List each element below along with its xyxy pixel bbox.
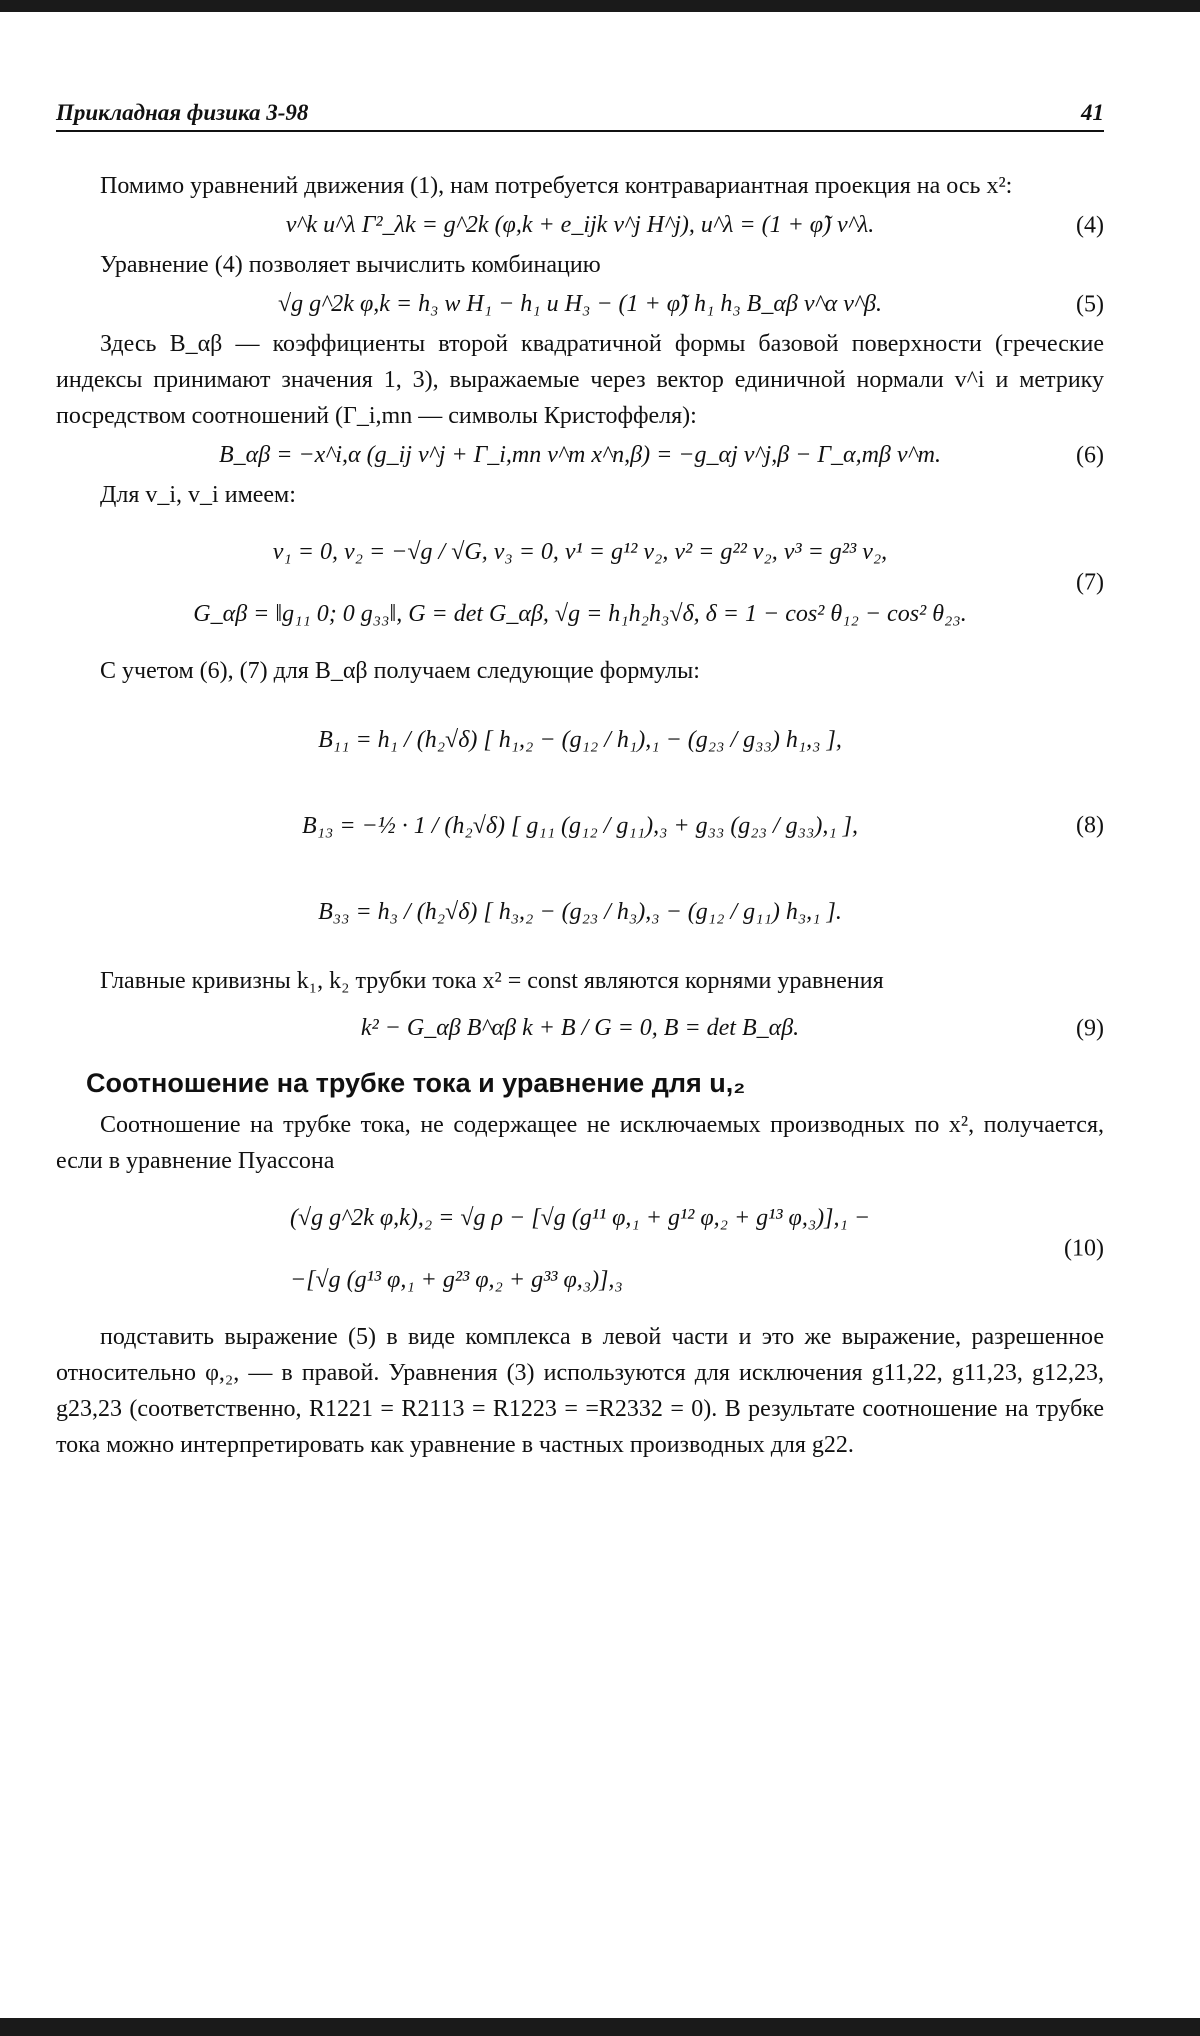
paragraph-1: Помимо уравнений движения (1), нам потребуется контравариантная проекция на ось x²:: [100, 173, 1013, 199]
equation-10-line-1: (√g g^2k φ,k),₂ = √g ρ − [√g (g¹¹ φ,₁ + g¹² φ,₂ + g¹³ φ,₃)],₁ −: [289, 1205, 871, 1231]
bottom-scan-border: [0, 2018, 1200, 2036]
equation-8: [56, 697, 1104, 955]
page-content: [56, 100, 1104, 1471]
equation-8-line-2: B₁₃ = −½ · 1 / (h₂√δ) [ g₁₁ (g₁₂ / g₁₁),₃ + g₃₃ (g₂₃ / g₃₃),₁ ],: [301, 813, 859, 839]
equation-9: [56, 1015, 1104, 1042]
journal-title: Прикладная физика 3-98: [56, 100, 309, 125]
equation-10: [56, 1187, 1104, 1311]
equation-7: [56, 521, 1104, 645]
equation-6-number: (6): [1076, 442, 1104, 468]
equation-8-number: (8): [1076, 812, 1104, 839]
equation-4: [56, 212, 1104, 239]
equation-9-number: (9): [1076, 1015, 1104, 1041]
equation-7-line-2: G_αβ = ‖g₁₁ 0; 0 g₃₃‖, G = det G_αβ, √g = h₁h₂h₃√δ, δ = 1 − cos² θ₁₂ − cos² θ₂₃.: [193, 601, 967, 627]
paragraph-5: С учетом (6), (7) для B_αβ получаем следующие формулы:: [100, 658, 700, 684]
paragraph-4: Для v_i, v_i имеем:: [100, 482, 296, 508]
equation-4-number: (4): [1076, 212, 1104, 238]
equation-7-line-1: v₁ = 0, v₂ = −√g / √G, v₃ = 0, v¹ = g¹² v₂, v² = g²² v₂, v³ = g²³ v₂,: [272, 539, 888, 565]
paragraph-6: Главные кривизны k₁, k₂ трубки тока x² = const являются корнями уравнения: [100, 968, 884, 994]
section-title: Соотношение на трубке тока и уравнение для u,₂: [86, 1068, 746, 1098]
paragraph-8: подставить выражение (5) в виде комплекса в левой части и это же выражение, разрешенное относительно φ,₂, — в правой. Уравнения (3) используются для исключения g11,22, g11,23, g12,23, g23,23 (соответственно, R1221 = R2113 = R1223 = =R2332 = 0). В результате соотношение на трубке тока можно интерпретировать как уравнение в частных производных для g22.: [56, 1324, 1104, 1458]
equation-6: [56, 442, 1104, 469]
equation-8-line-1: B₁₁ = h₁ / (h₂√δ) [ h₁,₂ − (g₁₂ / h₁),₁ − (g₂₃ / g₃₃) h₁,₃ ],: [318, 727, 842, 753]
page-number: 41: [1081, 100, 1104, 125]
paragraph-2: Уравнение (4) позволяет вычислить комбинацию: [100, 252, 601, 278]
equation-10-line-2: −[√g (g¹³ φ,₁ + g²³ φ,₂ + g³³ φ,₃)],₃: [289, 1267, 623, 1293]
top-scan-border: [0, 0, 1200, 12]
equation-8-line-3: B₃₃ = h₃ / (h₂√δ) [ h₃,₂ − (g₂₃ / h₃),₃ − (g₁₂ / g₁₁) h₃,₁ ].: [318, 899, 842, 925]
equation-5: [56, 291, 1104, 318]
equation-5-number: (5): [1076, 291, 1104, 317]
equation-6-body: B_αβ = −x^i,α (g_ij v^j + Γ_i,mn v^m x^n,β) = −g_αj v^j,β − Γ_α,mβ v^m.: [219, 442, 941, 468]
equation-5-body: √g g^2k φ,k = h₃ w H₁ − h₁ u H₃ − (1 + φ̃) h₁ h₃ B_αβ v^α v^β.: [278, 291, 882, 317]
paragraph-7: Соотношение на трубке тока, не содержащее не исключаемых производных по x², получается, если в уравнение Пуассона: [56, 1112, 1104, 1174]
equation-7-number: (7): [1076, 569, 1104, 596]
paragraph-3: Здесь B_αβ — коэффициенты второй квадратичной формы базовой поверхности (греческие индексы принимают значения 1, 3), выражаемые через вектор единичной нормали v^i и метрику посредством соотношений (Γ_i,mn — символы Кристоффеля):: [56, 331, 1104, 429]
equation-10-number: (10): [1064, 1235, 1104, 1262]
equation-4-body: v^k u^λ Γ²_λk = g^2k (φ,k + e_ijk v^j H^j), u^λ = (1 + φ̃) v^λ.: [285, 212, 875, 238]
running-header: [56, 100, 1104, 132]
equation-9-body: k² − G_αβ B^αβ k + B / G = 0, B = det B_αβ.: [360, 1015, 800, 1041]
